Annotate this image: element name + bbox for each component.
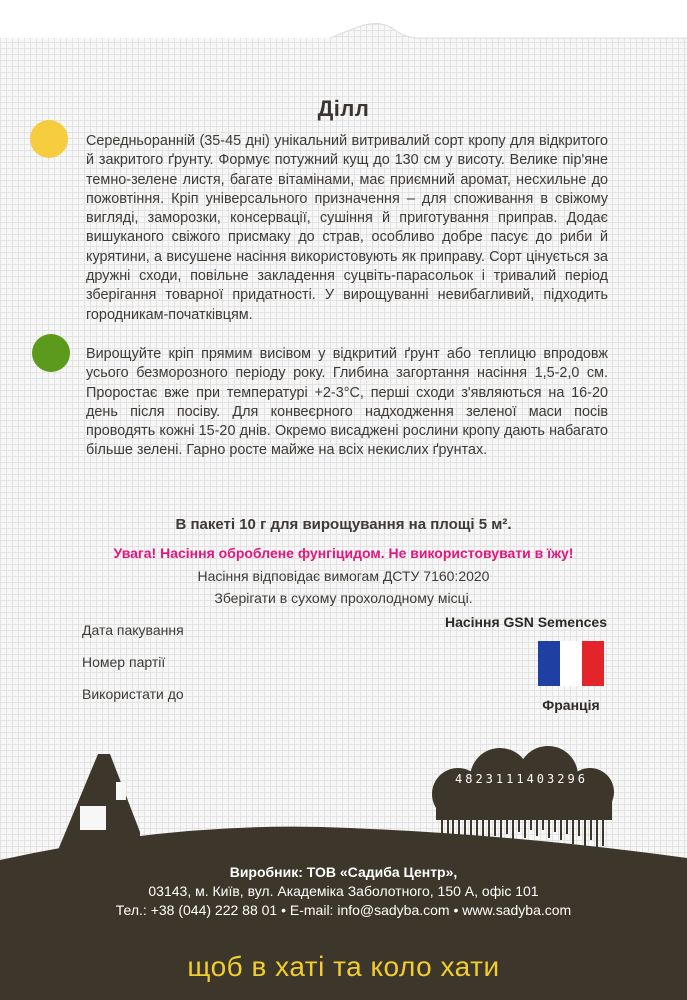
storage-instructions: Зберігати в сухому прохолодному місці.	[214, 590, 473, 606]
barcode-number: 4823111403296	[455, 772, 588, 786]
use-by-label: Використати до	[82, 686, 184, 702]
manufacturer-address: 03143, м. Київ, вул. Академіка Заболотного, 150 А, офіс 101	[148, 883, 539, 899]
product-title: Ділл	[317, 96, 370, 121]
yellow-bullet-dot	[30, 120, 68, 158]
batch-number-label: Номер партії	[82, 654, 166, 670]
brand-slogan: щоб в хаті та коло хати	[187, 951, 500, 982]
packet-size-text: В пакеті 10 г для вирощування на площі 5 м².	[175, 516, 512, 533]
manufacturer-contacts: Тел.: +38 (044) 222 88 01 • E-mail: info@sadyba.com • www.sadyba.com	[115, 902, 572, 918]
manufacturer-name: Виробник: ТОВ «Садиба Центр»,	[229, 864, 458, 880]
france-flag-icon	[538, 641, 604, 686]
growing-instructions: Вирощуйте кріп прямим висівом у відкритий ґрунт або теплицю впродовж усього безморозного періоду року. Глибина загортання насіння 1,5-2,0 см. Проростає вже при температурі +2-3°С, перші сходи з'являються на 16-20 день після посіву. Для конвеєрного надходження зеленої маси посів проводять кожні 15-20 днів. Окремо висаджені рослини кропу дають набагато більше зелені. Гарно росте майже на всіх некислих ґрунтах.	[86, 346, 608, 459]
fungicide-warning: Увага! Насіння оброблене фунгіцидом. Не використовувати в їжу!	[113, 545, 574, 561]
pack-date-label: Дата пакування	[82, 622, 184, 638]
hang-hole-cutout	[0, 0, 687, 90]
seed-producer: Насіння GSN Semences	[444, 614, 607, 630]
country-of-origin: Франція	[542, 697, 600, 713]
variety-description: Середньоранній (35-45 дні) унікальний витривалий сорт кропу для відкритого й закритого ґрунту. Формує потужний кущ до 130 см у висоту. Велике пір'яне темно-зелене листя, багате вітамінами, має приємний аромат, несхильне до пожовтіння. Кріп універсального призначення – для споживання в свіжому вигляді, заморозки, консервації, сушіння й приготування приправ. Додає вишуканого свіжого присмаку до страв, особливо добре пасує до риби й курятини, а висушене насіння використовують як приправу. Сорт цінується за дружні сходи, повільне закладення суцвіть-парасольок і тривалий період зберігання товарної придатності. У вирощуванні невибагливий, підходить городникам-початківцям.	[86, 133, 608, 323]
standard-compliance: Насіння відповідає вимогам ДСТУ 7160:2020	[197, 568, 490, 584]
house-icon	[58, 754, 140, 852]
green-bullet-dot	[32, 334, 70, 372]
